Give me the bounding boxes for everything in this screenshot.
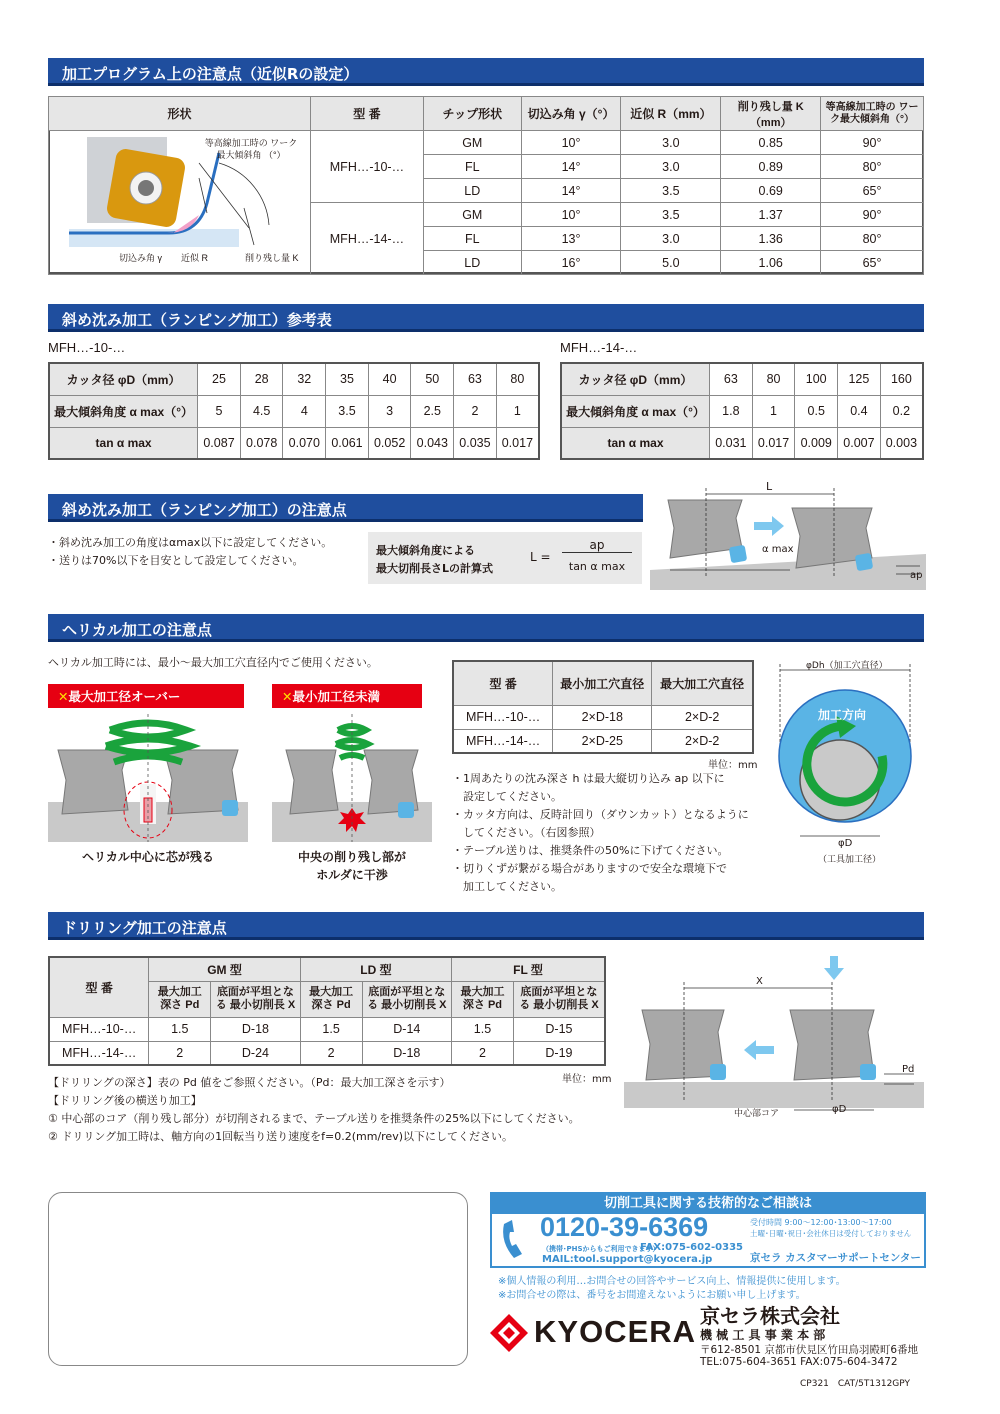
cell: 2 bbox=[454, 395, 497, 427]
cell: 1.5 bbox=[452, 1017, 514, 1041]
company-address: 〒612-8501 京都市伏見区竹田鳥羽殿町6番地 bbox=[700, 1344, 919, 1356]
cell: 0.078 bbox=[240, 427, 283, 459]
th-r: 近似 R（mm） bbox=[621, 97, 721, 131]
diagram-r-label: 近似 R bbox=[181, 253, 209, 263]
helical-min-diagram bbox=[272, 714, 432, 842]
drilling-unit: 単位：mm bbox=[562, 1074, 612, 1085]
cell: 0.070 bbox=[283, 427, 326, 459]
cell: 3.5 bbox=[621, 203, 721, 227]
helical-table bbox=[452, 660, 754, 754]
tag-max-over-label: 最大加工径オーバー bbox=[68, 689, 181, 704]
formula-numerator: ap bbox=[562, 538, 632, 553]
th-model: 型 番 bbox=[310, 97, 423, 131]
cell: 0.087 bbox=[198, 427, 241, 459]
cell: 63 bbox=[710, 363, 753, 395]
contact-header: 切削工具に関する技術的なご相談は bbox=[492, 1194, 924, 1214]
ramping-diagram bbox=[650, 478, 926, 590]
company-tel: TEL:075-604-3651 FAX:075-604-3472 bbox=[700, 1356, 898, 1368]
cell: FL bbox=[423, 227, 521, 251]
formula-lhs: L = bbox=[530, 550, 551, 564]
section-header-ramping-table: 斜め沈み加工（ランピング加工）参考表 bbox=[48, 304, 924, 332]
cell: 0.89 bbox=[721, 155, 821, 179]
th-chip: チップ形状 bbox=[423, 97, 521, 131]
th-gm: GM 型 bbox=[149, 957, 300, 981]
cell: 10° bbox=[521, 131, 621, 155]
table-row bbox=[561, 427, 923, 459]
ramp10-title: MFH…-10-… bbox=[48, 340, 126, 355]
table-row bbox=[49, 363, 539, 395]
cell: 0.052 bbox=[368, 427, 411, 459]
stamp-box bbox=[48, 1192, 468, 1366]
tag-min-under-label: 最小加工径未満 bbox=[292, 689, 380, 704]
cell: 1.5 bbox=[300, 1017, 362, 1041]
row-label: 最大傾斜角度 α max（°） bbox=[561, 395, 710, 427]
helical-max-caption: ヘリカル中心に芯が残る bbox=[82, 850, 214, 864]
cell: 0.017 bbox=[496, 427, 539, 459]
shape-diagram-cell bbox=[49, 131, 311, 275]
helical-note: ・切りくずが繋がる場合がありますので安全な環境下で bbox=[452, 862, 727, 875]
row-label: カッタ径 φD（mm） bbox=[49, 363, 198, 395]
ramp-diagram-ap-label: ap bbox=[910, 570, 923, 581]
th-max-dia: 最大加工穴直径 bbox=[652, 661, 753, 705]
th-min-dia: 最小加工穴直径 bbox=[553, 661, 652, 705]
cell: 2×D-25 bbox=[553, 729, 652, 753]
helical-note: ・カッタ方向は、反時計回り（ダウンカット）となるように bbox=[452, 808, 749, 821]
th-ld: LD 型 bbox=[300, 957, 451, 981]
contact-phone-note: （携帯･PHSからもご利用できます） bbox=[542, 1245, 660, 1253]
cell: 2 bbox=[149, 1041, 211, 1065]
kyocera-wordmark: KYOCERA bbox=[534, 1314, 697, 1349]
cell: GM bbox=[423, 131, 521, 155]
cell: 0.017 bbox=[752, 427, 795, 459]
cell: 0.007 bbox=[838, 427, 881, 459]
cell: 90° bbox=[821, 203, 924, 227]
cell: 0.2 bbox=[880, 395, 923, 427]
th-k: 削り残し量 K（mm） bbox=[721, 97, 821, 131]
table-row bbox=[49, 1017, 605, 1041]
drilling-note: 【ドリリング後の横送り加工】 bbox=[48, 1094, 202, 1107]
cell: 28 bbox=[240, 363, 283, 395]
contact-box bbox=[490, 1192, 926, 1268]
cell: 90° bbox=[821, 131, 924, 155]
ramp14-title: MFH…-14-… bbox=[560, 340, 638, 355]
ramp-note-2: ・送りは70%以下を目安として設定してください。 bbox=[48, 554, 304, 567]
cell: 5.0 bbox=[621, 251, 721, 275]
helical-max-diagram bbox=[48, 714, 248, 842]
tag-max-over: ✕最大加工径オーバー bbox=[48, 684, 244, 708]
cell: 3 bbox=[368, 395, 411, 427]
cell: 80° bbox=[821, 227, 924, 251]
table-row bbox=[49, 427, 539, 459]
table-row bbox=[453, 729, 753, 753]
table-row bbox=[49, 395, 539, 427]
cell: 3.5 bbox=[621, 179, 721, 203]
drilling-note: 【ドリリングの深さ】表の Pd 値をご参照ください。（Pd：最大加工深さを示す） bbox=[48, 1076, 451, 1089]
cell: 0.003 bbox=[880, 427, 923, 459]
cell: 2.5 bbox=[411, 395, 454, 427]
helical-unit: 単位：mm bbox=[708, 760, 758, 771]
contact-center: 京セラ カスタマーサポートセンター bbox=[750, 1252, 921, 1264]
cell: D-14 bbox=[362, 1017, 452, 1041]
cell: 125 bbox=[838, 363, 881, 395]
cell: 65° bbox=[821, 251, 924, 275]
cell: 5 bbox=[198, 395, 241, 427]
cell: 1.8 bbox=[710, 395, 753, 427]
cell: 40 bbox=[368, 363, 411, 395]
cell: 0.031 bbox=[710, 427, 753, 459]
cell: D-15 bbox=[513, 1017, 605, 1041]
th-gamma: 切込み角 γ（°） bbox=[521, 97, 621, 131]
helical-intro: ヘリカル加工時には、最小～最大加工穴直径内でご使用ください。 bbox=[48, 656, 378, 669]
phone-icon bbox=[498, 1220, 538, 1264]
helical-note: ・1周あたりの沈み深さ h は最大縦切り込み ap 以下に bbox=[452, 772, 725, 785]
cell: 2×D-18 bbox=[553, 705, 652, 729]
cell: 65° bbox=[821, 179, 924, 203]
cell: LD bbox=[423, 179, 521, 203]
cell: 100 bbox=[795, 363, 838, 395]
formula-denominator: tan α max bbox=[568, 560, 626, 573]
cell: 32 bbox=[283, 363, 326, 395]
tag-min-under: ✕最小加工径未満 bbox=[272, 684, 422, 708]
cell: 63 bbox=[454, 363, 497, 395]
cell: 0.061 bbox=[326, 427, 369, 459]
th-pd: 最大加工 深さ Pd bbox=[300, 981, 362, 1017]
cell: 1 bbox=[752, 395, 795, 427]
helical-direction-diagram bbox=[770, 656, 920, 866]
cell: 3.0 bbox=[621, 131, 721, 155]
ramp-diagram-l-label: L bbox=[766, 480, 773, 493]
cell: 160 bbox=[880, 363, 923, 395]
th-model: 型 番 bbox=[49, 957, 149, 1017]
th-fl: FL 型 bbox=[452, 957, 605, 981]
row-label: tan α max bbox=[561, 427, 710, 459]
cell: 0.69 bbox=[721, 179, 821, 203]
cell: FL bbox=[423, 155, 521, 179]
drilling-diagram bbox=[624, 952, 924, 1120]
cell: 4.5 bbox=[240, 395, 283, 427]
contact-hours-1: 受付時間 9:00～12:00･13:00～17:00 bbox=[750, 1218, 892, 1227]
privacy-note-2: ※お問合せの際は、番号をお間違えないようにお願い申し上げます。 bbox=[498, 1290, 806, 1301]
cell: 3.5 bbox=[326, 395, 369, 427]
kyocera-mark-icon bbox=[490, 1314, 528, 1352]
drilling-d-label: φD bbox=[832, 1104, 847, 1115]
row-label: tan α max bbox=[49, 427, 198, 459]
approx-r-table bbox=[48, 96, 924, 275]
company-name: 京セラ株式会社 bbox=[700, 1304, 840, 1328]
cell: 25 bbox=[198, 363, 241, 395]
cell: 16° bbox=[521, 251, 621, 275]
drilling-note: ① 中心部のコア（削り残し部分）が切削されるまで、テーブル送りを推奨条件の25%以下にしてください。 bbox=[48, 1112, 580, 1125]
insert-icon bbox=[105, 147, 186, 228]
table-row bbox=[49, 1041, 605, 1065]
row-label: カッタ径 φD（mm） bbox=[561, 363, 710, 395]
cell: 35 bbox=[326, 363, 369, 395]
section-header-ramping-notes: 斜め沈み加工（ランピング加工）の注意点 bbox=[48, 494, 643, 522]
helical-d-label: φD bbox=[838, 838, 853, 849]
cell: 14° bbox=[521, 155, 621, 179]
drilling-pd-label: Pd bbox=[902, 1064, 915, 1075]
helical-min-caption-2: ホルダに干渉 bbox=[316, 868, 388, 882]
cell: 2 bbox=[300, 1041, 362, 1065]
th-x: 底面が平坦となる 最小切削長 X bbox=[362, 981, 452, 1017]
row-label: 最大傾斜角度 α max（°） bbox=[49, 395, 198, 427]
model-cell: MFH…-10-… bbox=[310, 131, 423, 203]
diagram-k-label: 削り残し量 K bbox=[245, 253, 299, 263]
th-pd: 最大加工 深さ Pd bbox=[149, 981, 211, 1017]
ramp-note-1: ・斜め沈み加工の角度はαmax以下に設定してください。 bbox=[48, 536, 333, 549]
cell: 4 bbox=[283, 395, 326, 427]
table-row bbox=[561, 395, 923, 427]
cell: 13° bbox=[521, 227, 621, 251]
company-division: 機 械 工 具 事 業 本 部 bbox=[700, 1328, 826, 1342]
cell: MFH…-10-… bbox=[453, 705, 553, 729]
drilling-x-label: X bbox=[756, 976, 763, 987]
section-header-approx-r: 加工プログラム上の注意点（近似Rの設定） bbox=[48, 58, 924, 86]
contact-mail[interactable]: MAIL:tool.support@kyocera.jp bbox=[542, 1254, 713, 1265]
th-model: 型 番 bbox=[453, 661, 553, 705]
cell: 0.009 bbox=[795, 427, 838, 459]
cell: GM bbox=[423, 203, 521, 227]
cell: 1.37 bbox=[721, 203, 821, 227]
th-x: 底面が平坦となる 最小切削長 X bbox=[211, 981, 301, 1017]
helical-note: 設定してください。 bbox=[452, 790, 562, 803]
model-cell: MFH…-14-… bbox=[310, 203, 423, 275]
cell: 1.06 bbox=[721, 251, 821, 275]
diagram-angle-label: 等高線加工時の ワーク最大傾斜角 （°） bbox=[204, 138, 298, 160]
kyocera-logo bbox=[490, 1312, 697, 1356]
section-header-drilling: ドリリング加工の注意点 bbox=[48, 912, 924, 940]
formula-label-1: 最大傾斜角度による bbox=[376, 544, 475, 557]
helical-d-sub-label: （工具加工径） bbox=[818, 855, 882, 865]
cell: 2×D-2 bbox=[652, 705, 753, 729]
cell: MFH…-10-… bbox=[49, 1017, 149, 1041]
drilling-table bbox=[48, 956, 606, 1066]
cell: MFH…-14-… bbox=[49, 1041, 149, 1065]
th-angle: 等高線加工時の ワーク最大傾斜角（°） bbox=[821, 97, 924, 131]
cell: 80 bbox=[752, 363, 795, 395]
cell: 80 bbox=[496, 363, 539, 395]
cell: LD bbox=[423, 251, 521, 275]
catalog-code: CP321 CAT/5T1312GPY bbox=[800, 1379, 910, 1389]
section-header-helical: ヘリカル加工の注意点 bbox=[48, 614, 924, 642]
table-row bbox=[49, 131, 924, 155]
drilling-notes bbox=[48, 1074, 628, 1146]
ramp14-table bbox=[560, 362, 924, 460]
table-row bbox=[453, 705, 753, 729]
contact-fax: FAX:075-602-0335 bbox=[640, 1242, 744, 1253]
formula-box bbox=[368, 532, 642, 584]
cell: D-18 bbox=[362, 1041, 452, 1065]
cell: D-18 bbox=[211, 1017, 301, 1041]
cell: 80° bbox=[821, 155, 924, 179]
cell: D-24 bbox=[211, 1041, 301, 1065]
drilling-core-label: 中心部コア bbox=[734, 1109, 780, 1119]
cell: 0.85 bbox=[721, 131, 821, 155]
ramp10-table bbox=[48, 362, 540, 460]
contact-phone: 0120-39-6369 bbox=[540, 1212, 709, 1242]
formula-label-2: 最大切削長さLの計算式 bbox=[376, 562, 494, 575]
cell: 1.5 bbox=[149, 1017, 211, 1041]
cell: 0.043 bbox=[411, 427, 454, 459]
th-x: 底面が平坦となる 最小切削長 X bbox=[513, 981, 605, 1017]
cell: 3.0 bbox=[621, 155, 721, 179]
helical-dh-label: φDh（加工穴直径） bbox=[806, 661, 888, 671]
drilling-note: ② ドリリング加工時は、軸方向の1回転当り送り速度をf=0.2(mm/rev)以下にしてください。 bbox=[48, 1130, 513, 1143]
table-row bbox=[561, 363, 923, 395]
cell: 3.0 bbox=[621, 227, 721, 251]
cell: 1 bbox=[496, 395, 539, 427]
cell: 1.36 bbox=[721, 227, 821, 251]
cell: 14° bbox=[521, 179, 621, 203]
cell: 0.5 bbox=[795, 395, 838, 427]
helical-note: 加工してください。 bbox=[452, 880, 562, 893]
th-shape: 形状 bbox=[49, 97, 311, 131]
cell: MFH…-14-… bbox=[453, 729, 553, 753]
cell: D-19 bbox=[513, 1041, 605, 1065]
cell: 2×D-2 bbox=[652, 729, 753, 753]
privacy-note-1: ※個人情報の利用…お問合せの回答やサービス向上、情報提供に使用します。 bbox=[498, 1276, 846, 1287]
ramp-diagram-alpha-label: α max bbox=[762, 544, 794, 555]
helical-direction-label: 加工方向 bbox=[818, 708, 867, 722]
cell: 0.035 bbox=[454, 427, 497, 459]
diagram-gamma-label: 切込み角 γ bbox=[119, 253, 163, 263]
th-pd: 最大加工 深さ Pd bbox=[452, 981, 514, 1017]
helical-notes bbox=[452, 770, 762, 896]
helical-note: してください。（右図参照） bbox=[452, 826, 601, 839]
contact-hours-2: 土曜･日曜･祝日･会社休日は受付しておりません bbox=[750, 1229, 912, 1238]
helical-min-caption-1: 中央の削り残し部が bbox=[297, 850, 406, 864]
cell: 10° bbox=[521, 203, 621, 227]
helical-note: ・テーブル送りは、推奨条件の50%に下げてください。 bbox=[452, 844, 729, 857]
cell: 0.4 bbox=[838, 395, 881, 427]
cell: 50 bbox=[411, 363, 454, 395]
cell: 2 bbox=[452, 1041, 514, 1065]
